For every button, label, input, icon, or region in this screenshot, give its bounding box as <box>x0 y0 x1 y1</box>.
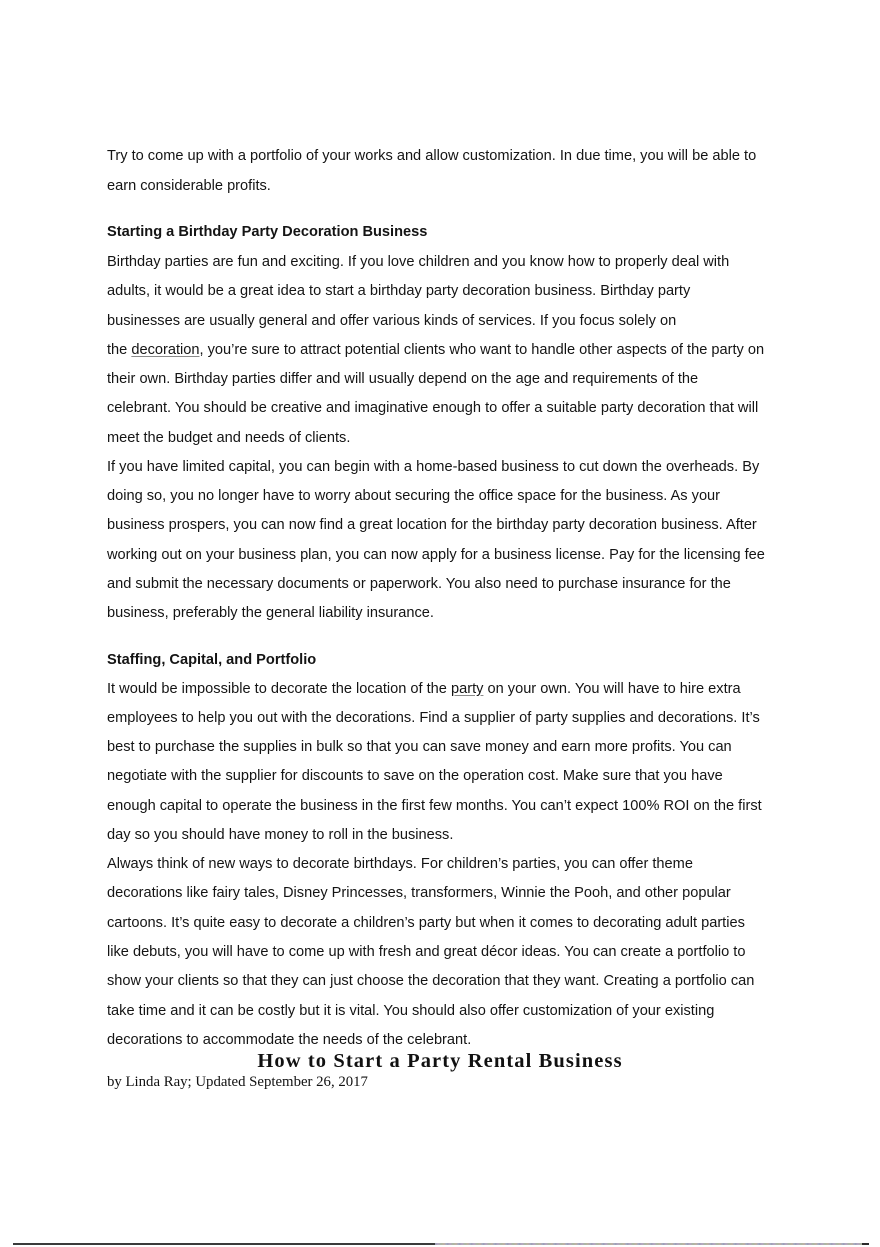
paragraph-line: working out on your business plan, you can now apply for a business license. Pay for the licensing fee <box>107 547 765 563</box>
paragraph-line: show your clients so that they can just choose the decoration that they want. Creating a portfolio can <box>107 973 755 989</box>
paragraph-line: decorations to accommodate the needs of the celebrant. <box>107 1032 472 1048</box>
decoration-link[interactable]: decoration <box>131 342 200 358</box>
section-heading-staffing: Staffing, Capital, and Portfolio <box>107 652 317 668</box>
paragraph-line: If you have limited capital, you can begin with a home-based business to cut down the overheads. By <box>107 459 760 475</box>
paragraph-line: and submit the necessary documents or paperwork. You also need to purchase insurance for the <box>107 576 731 592</box>
party-link[interactable]: party <box>450 681 484 697</box>
paragraph-line: celebrant. You should be creative and imaginative enough to offer a suitable party decoration that will <box>107 400 759 416</box>
text-before-link: It would be impossible to decorate the location of the <box>107 681 451 697</box>
footer-divider <box>13 1243 435 1245</box>
paragraph-line: decorations like fairy tales, Disney Princesses, transformers, Winnie the Pooh, and other popular <box>107 885 731 901</box>
paragraph-line: doing so, you no longer have to worry about securing the office space for the business. As your <box>107 488 721 504</box>
text-after-link: , you’re sure to attract potential clients who want to handle other aspects of the party on <box>199 342 765 358</box>
paragraph-line: day so you should have money to roll in the business. <box>107 827 454 843</box>
intro-line: Try to come up with a portfolio of your works and allow customization. In due time, you will be able to <box>107 148 757 164</box>
paragraph-line: negotiate with the supplier for discounts to save on the operation cost. Make sure that you have <box>107 768 723 784</box>
footer-divider-faded <box>435 1243 869 1245</box>
footer-divider-end <box>862 1243 869 1245</box>
paragraph-line: Always think of new ways to decorate birthdays. For children’s parties, you can offer theme <box>107 856 693 872</box>
paragraph-line: cartoons. It’s quite easy to decorate a children’s party but when it comes to decorating adult parties <box>107 915 745 931</box>
next-article-title: How to Start a Party Rental Business <box>257 1050 623 1072</box>
paragraph-line: their own. Birthday parties differ and will usually depend on the age and requirements of the <box>107 371 699 387</box>
paragraph-line: take time and it can be costly but it is vital. You should also offer customization of your existing <box>107 1003 715 1019</box>
paragraph-line: best to purchase the supplies in bulk so that you can save money and earn more profits. You can <box>107 739 732 755</box>
paragraph-line: Birthday parties are fun and exciting. If you love children and you know how to properly deal with <box>107 254 730 270</box>
paragraph-line: like debuts, you will have to come up with fresh and great décor ideas. You can create a portfolio to <box>107 944 746 960</box>
paragraph-line: enough capital to operate the business in the first few months. You can’t expect 100% ROI on the first <box>107 798 762 814</box>
paragraph-line-with-link <box>107 679 741 699</box>
article-byline: by Linda Ray; Updated September 26, 2017 <box>107 1074 368 1090</box>
intro-line: earn considerable profits. <box>107 178 271 194</box>
text-before-link: the <box>107 342 132 358</box>
text-after-link: on your own. You will have to hire extra <box>483 681 741 697</box>
paragraph-line: businesses are usually general and offer various kinds of services. If you focus solely on <box>107 313 677 329</box>
section-heading-birthday-decoration: Starting a Birthday Party Decoration Business <box>107 224 428 240</box>
paragraph-line: business, preferably the general liability insurance. <box>107 605 434 621</box>
paragraph-line: meet the budget and needs of clients. <box>107 430 351 446</box>
paragraph-line-with-link <box>107 340 764 360</box>
paragraph-line: employees to help you out with the decorations. Find a supplier of party supplies and decorations. It’s <box>107 710 760 726</box>
paragraph-line: adults, it would be a great idea to start a birthday party decoration business. Birthday party <box>107 283 691 299</box>
paragraph-line: business prospers, you can now find a great location for the birthday party decoration business. After <box>107 517 757 533</box>
